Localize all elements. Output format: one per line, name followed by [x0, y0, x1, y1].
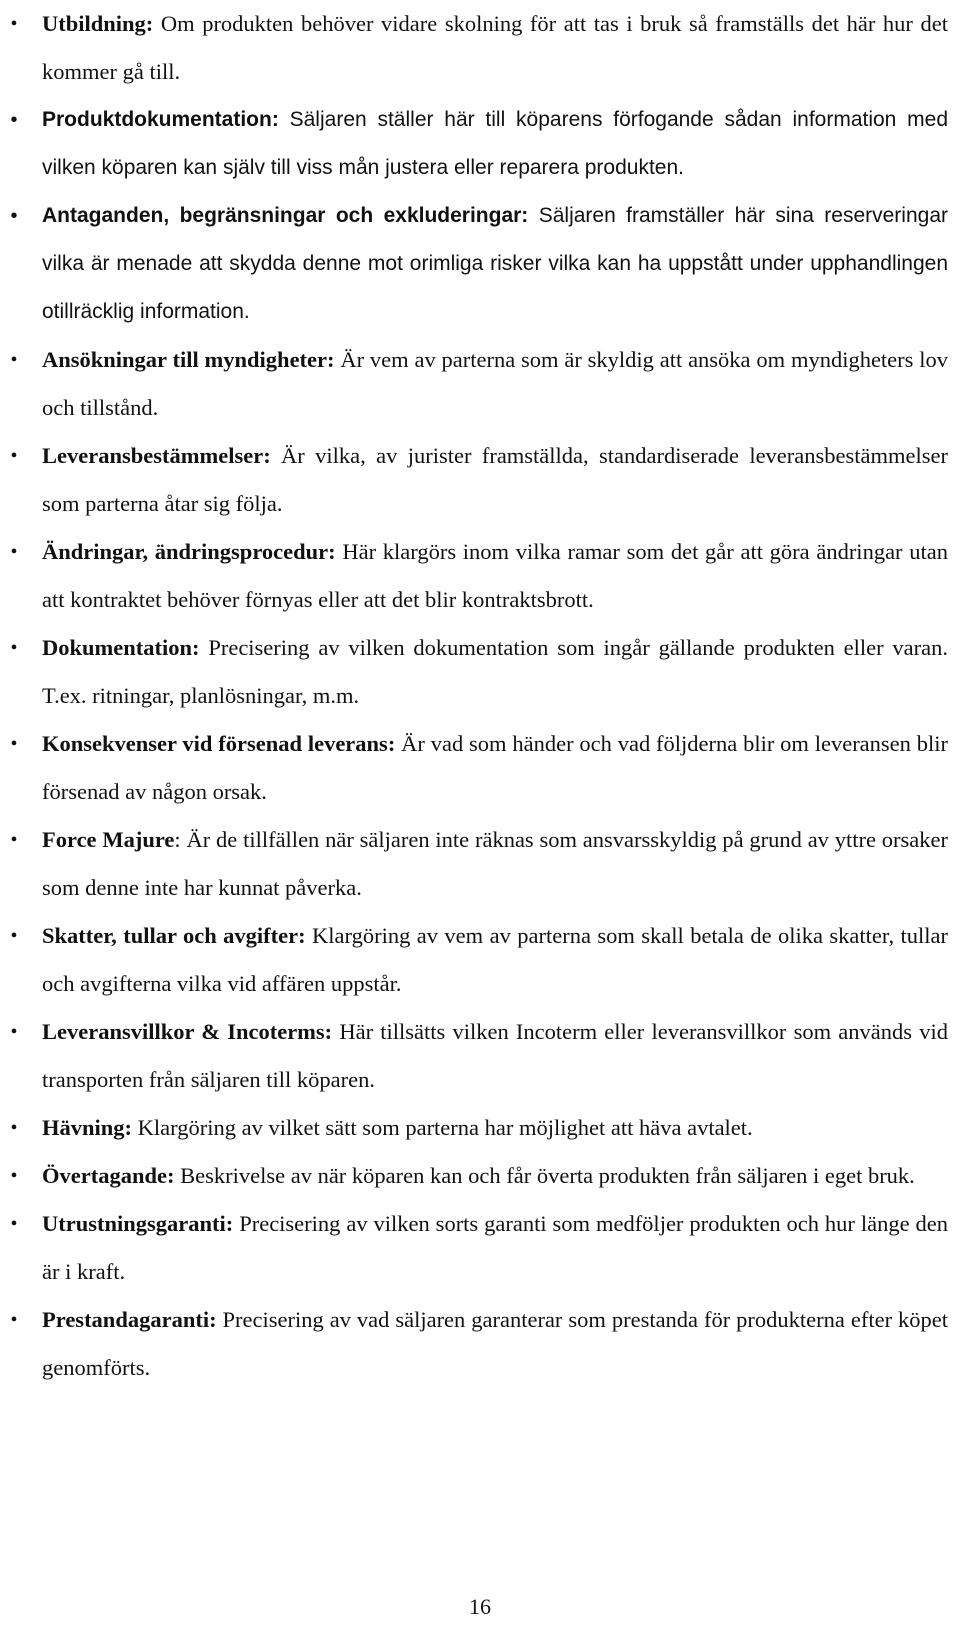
bullet-mark: •: [10, 733, 18, 755]
item-text: Precisering av vilken dokumentation som ingår gällande produkten eller varan. T.ex. ritningar, planlösningar, m.m.: [42, 635, 948, 708]
item-term: Ansökningar till myndigheter:: [42, 347, 335, 372]
item-term: Övertagande:: [42, 1163, 175, 1188]
bullet-mark: •: [10, 829, 18, 851]
item-term: Hävning:: [42, 1115, 133, 1140]
item-term: Leveransvillkor & Incoterms:: [42, 1019, 333, 1044]
bullet-mark: •: [10, 1213, 18, 1235]
list-item: [0, 528, 960, 624]
bullet-mark: •: [10, 205, 18, 227]
list-item: [0, 0, 960, 96]
list-item: [0, 192, 960, 336]
bullet-mark: •: [10, 109, 18, 131]
bullet-mark: •: [10, 1117, 18, 1139]
item-text: : Är de tillfällen när säljaren inte räknas som ansvarsskyldig på grund av yttre orsaker som denne inte har kunnat påverka.: [42, 827, 948, 900]
bullet-mark: •: [10, 445, 18, 467]
item-text: Är vad som händer och vad följderna blir om leveransen blir försenad av någon orsak.: [42, 731, 948, 804]
bullet-mark: •: [10, 637, 18, 659]
item-term: Konsekvenser vid försenad leverans:: [42, 731, 396, 756]
item-text: Är vem av parterna som är skyldig att ansöka om myndigheters lov och tillstånd.: [42, 347, 948, 420]
list-item: [0, 96, 960, 192]
item-text: Om produkten behöver vidare skolning för att tas i bruk så framställs det här hur det kommer gå till.: [42, 11, 948, 84]
bullet-mark: •: [10, 349, 18, 371]
list-item: [0, 1008, 960, 1104]
list-item: [0, 1296, 960, 1392]
item-term: Antaganden, begränsningar och exkluderingar:: [42, 204, 529, 227]
item-text: Är vilka, av jurister framställda, standardiserade leveransbestämmelser som parterna åtar sig följa.: [42, 443, 948, 516]
list-item: [0, 1152, 960, 1200]
item-term: Utbildning:: [42, 11, 154, 36]
item-text: Precisering av vilken sorts garanti som medföljer produkten och hur länge den är i kraft.: [42, 1211, 948, 1284]
bullet-mark: •: [10, 13, 18, 35]
bullet-mark: •: [10, 1165, 18, 1187]
list-item: [0, 432, 960, 528]
bullet-mark: •: [10, 1309, 18, 1331]
page-number: 16: [469, 1594, 491, 1619]
item-term: Force Majure: [42, 827, 175, 852]
item-term: Ändringar, ändringsprocedur:: [42, 539, 336, 564]
bullet-mark: •: [10, 925, 18, 947]
list-item: [0, 336, 960, 432]
list-item: [0, 912, 960, 1008]
item-text: Säljaren ställer här till köparens förfogande sådan information med vilken köparen kan själv till viss mån justera eller reparera produkten.: [42, 108, 948, 179]
item-term: Prestandagaranti:: [42, 1307, 217, 1332]
item-term: Utrustningsgaranti:: [42, 1211, 234, 1236]
item-text: Precisering av vad säljaren garanterar som prestanda för produkterna efter köpet genomförts.: [42, 1307, 948, 1380]
item-term: Produktdokumentation:: [42, 108, 279, 131]
list-item: [0, 816, 960, 912]
item-text: Beskrivelse av när köparen kan och får överta produkten från säljaren i eget bruk.: [174, 1163, 915, 1188]
item-text: Säljaren framställer här sina reserveringar vilka är menade att skydda denne mot orimliga risker vilka kan ha uppstått under upphandlingen otillräcklig information.: [42, 204, 948, 323]
item-term: Leveransbestämmelser:: [42, 443, 271, 468]
bullet-mark: •: [10, 541, 18, 563]
item-term: Dokumentation:: [42, 635, 200, 660]
list-item: [0, 1200, 960, 1296]
item-text: Här klargörs inom vilka ramar som det går att göra ändringar utan att kontraktet behöver förnyas eller att det blir kontraktsbrott.: [42, 539, 948, 612]
item-text: Klargöring av vilket sätt som parterna har möjlighet att häva avtalet.: [132, 1115, 753, 1140]
item-term: Skatter, tullar och avgifter:: [42, 923, 306, 948]
item-text: Klargöring av vem av parterna som skall betala de olika skatter, tullar och avgifterna vilka vid affären uppstår.: [42, 923, 948, 996]
list-item: [0, 1104, 960, 1152]
list-item: [0, 720, 960, 816]
bullet-mark: •: [10, 1021, 18, 1043]
item-text: Här tillsätts vilken Incoterm eller leveransvillkor som används vid transporten från säljaren till köparen.: [42, 1019, 948, 1092]
list-item: [0, 624, 960, 720]
